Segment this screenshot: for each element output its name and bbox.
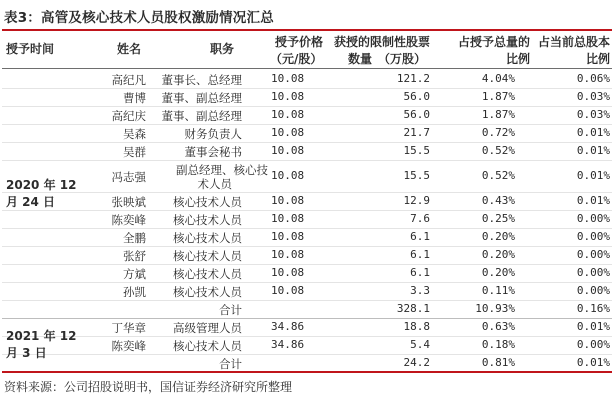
cell-qty: 15.5: [403, 169, 430, 182]
cell-name: 高纪凡: [111, 73, 146, 87]
cell-price: 10.08: [271, 108, 305, 121]
cell-name: 张映斌: [111, 195, 146, 209]
cell-total-pct: 0.01%: [576, 144, 610, 157]
cell-name: 丁华章: [111, 321, 146, 335]
cell-position: 高级管理人员: [173, 321, 242, 335]
cell-name: 张舒: [123, 249, 146, 263]
cell-total-pct: 0.03%: [576, 108, 610, 121]
bottom-rule: [2, 371, 612, 373]
cell-name: 冯志强: [111, 170, 146, 184]
cell-grant-pct: 1.87%: [481, 90, 515, 103]
cell-grant-pct: 0.43%: [481, 194, 515, 207]
cell-grant-pct: 0.25%: [481, 212, 515, 225]
cell-qty: 7.6: [410, 212, 430, 225]
header-price-line1: 授予价格: [275, 35, 324, 49]
cell-name: 孙凯: [123, 285, 146, 299]
cell-name: 曹博: [123, 91, 146, 105]
cell-total-pct: 0.01%: [576, 194, 610, 207]
cell-price: 10.08: [271, 212, 305, 225]
cell-qty: 6.1: [410, 266, 430, 279]
header-price-line2: （元/股）: [270, 52, 323, 66]
top-rule: [2, 29, 612, 31]
cell-price: 10.08: [271, 266, 305, 279]
cell-qty: 24.2: [403, 356, 430, 369]
cell-grant-pct: 0.11%: [481, 284, 515, 297]
cell-position: 董事会秘书: [184, 145, 242, 159]
header-name: 姓名: [117, 42, 142, 56]
cell-qty: 6.1: [410, 248, 430, 261]
cell-price: 10.08: [271, 169, 305, 182]
header-position: 职务: [210, 42, 235, 56]
cell-price: 34.86: [271, 320, 305, 333]
cell-price: 10.08: [271, 248, 305, 261]
cell-grant-pct: 0.63%: [481, 320, 515, 333]
header-rule: [2, 68, 612, 69]
cell-name: 方斌: [123, 267, 146, 281]
cell-position: 核心技术人员: [173, 195, 242, 209]
cell-total-pct: 0.01%: [576, 356, 610, 369]
cell-grant-pct: 0.18%: [481, 338, 515, 351]
cell-qty: 6.1: [410, 230, 430, 243]
cell-total-pct: 0.06%: [576, 72, 610, 85]
cell-price: 10.08: [271, 194, 305, 207]
cell-price: 10.08: [271, 144, 305, 157]
cell-qty: 328.1: [396, 302, 430, 315]
cell-total-pct: 0.03%: [576, 90, 610, 103]
cell-price: 10.08: [271, 230, 305, 243]
cell-name: 全鹏: [123, 231, 146, 245]
cell-position: 核心技术人员: [173, 285, 242, 299]
cell-grant-pct: 1.87%: [481, 108, 515, 121]
grant-date: [6, 328, 76, 362]
cell-position: 财务负责人: [184, 127, 242, 141]
cell-price: 10.08: [271, 72, 305, 85]
cell-position: 合计: [219, 357, 242, 371]
cell-qty: 56.0: [403, 90, 430, 103]
cell-position: 核心技术人员: [173, 213, 242, 227]
grant-date-line2: 月 3 日: [6, 346, 47, 360]
header-grant-pct-line2: 比例: [505, 52, 530, 66]
cell-grant-pct: 0.52%: [481, 169, 515, 182]
cell-position: 核心技术人员: [173, 231, 242, 245]
cell-qty: 3.3: [410, 284, 430, 297]
cell-qty: 18.8: [403, 320, 430, 333]
cell-grant-pct: 0.72%: [481, 126, 515, 139]
cell-total-pct: 0.00%: [576, 266, 610, 279]
cell-total-pct: 0.00%: [576, 338, 610, 351]
header-grant-pct-line1: 占授予总量的: [457, 35, 530, 49]
cell-grant-pct: 4.04%: [481, 72, 515, 85]
cell-position: 核心技术人员: [173, 249, 242, 263]
cell-grant-pct: 0.20%: [481, 248, 515, 261]
cell-qty: 12.9: [403, 194, 430, 207]
cell-price: 10.08: [271, 90, 305, 103]
cell-position-line2: 术人员: [197, 177, 232, 191]
cell-total-pct: 0.01%: [576, 320, 610, 333]
cell-qty: 5.4: [410, 338, 430, 351]
header-qty-line1: 获授的限制性股票: [334, 35, 431, 49]
cell-total-pct: 0.01%: [576, 169, 610, 182]
cell-position: 董事、副总经理: [161, 91, 242, 105]
header-total-pct-line1: 占当前总股本: [537, 35, 610, 49]
cell-price: 10.08: [271, 126, 305, 139]
cell-qty: 56.0: [403, 108, 430, 121]
cell-grant-pct: 0.20%: [481, 266, 515, 279]
grant-date-line2: 月 24 日: [6, 195, 56, 209]
cell-name: 高纪庆: [111, 109, 146, 123]
cell-price: 34.86: [271, 338, 305, 351]
grant-date-line1: 2021 年 12: [6, 329, 77, 343]
header-qty-line2: 数量 （万股）: [348, 52, 427, 66]
grant-date: [6, 177, 76, 211]
cell-grant-pct: 0.52%: [481, 144, 515, 157]
cell-grant-pct: 0.81%: [481, 356, 515, 369]
header-date: 授予时间: [6, 42, 55, 56]
cell-position: 核心技术人员: [173, 339, 242, 353]
cell-qty: 15.5: [403, 144, 430, 157]
cell-total-pct: 0.00%: [576, 212, 610, 225]
table-title: 表3：高管及核心技术人员股权激励情况汇总: [4, 10, 274, 26]
cell-position: 合计: [219, 303, 242, 317]
cell-total-pct: 0.16%: [576, 302, 610, 315]
cell-position: 董事、副总经理: [161, 109, 242, 123]
cell-total-pct: 0.00%: [576, 230, 610, 243]
cell-position: 董事长、总经理: [161, 73, 242, 87]
cell-position: 核心技术人员: [173, 267, 242, 281]
header-total-pct-line2: 比例: [585, 52, 610, 66]
cell-total-pct: 0.00%: [576, 284, 610, 297]
cell-qty: 21.7: [403, 126, 430, 139]
cell-grant-pct: 10.93%: [475, 302, 515, 315]
cell-qty: 121.2: [396, 72, 430, 85]
cell-total-pct: 0.01%: [576, 126, 610, 139]
cell-name: 吴群: [123, 145, 146, 159]
source-note: 资料来源：公司招股说明书，国信证券经济研究所整理: [4, 380, 293, 394]
cell-name: 陈奕峰: [111, 213, 146, 227]
cell-total-pct: 0.00%: [576, 248, 610, 261]
cell-price: 10.08: [271, 284, 305, 297]
cell-grant-pct: 0.20%: [481, 230, 515, 243]
cell-name: 陈奕峰: [111, 339, 146, 353]
cell-position: 副总经理、核心技: [176, 163, 268, 177]
cell-name: 吴森: [123, 127, 146, 141]
grant-date-line1: 2020 年 12: [6, 178, 77, 192]
